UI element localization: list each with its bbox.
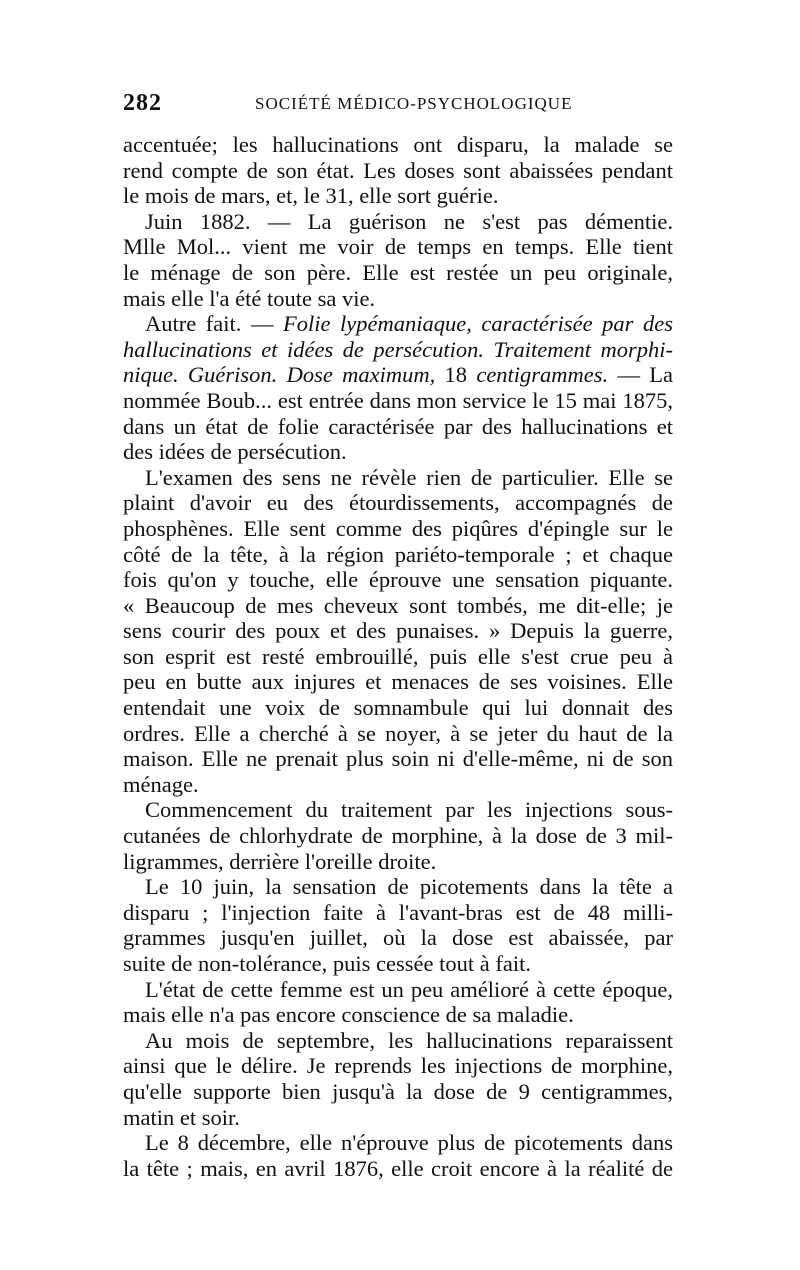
text-line xyxy=(123,516,673,542)
text-line xyxy=(123,234,673,260)
text-run: côté de la tête, à la région pariéto-temporale ; et chaque xyxy=(123,541,673,567)
text-run: des idées de persécution. xyxy=(123,439,347,465)
text-run: le mois de mars, et, le 31, elle sort guérie. xyxy=(123,183,499,209)
body-text xyxy=(123,132,673,1181)
text-line xyxy=(123,1156,673,1182)
text-run: plaint d'avoir eu des étourdissements, accompagnés de xyxy=(123,490,673,516)
text-run: ordres. Elle a cherché à se noyer, à se jeter du haut de la xyxy=(123,720,673,746)
text-line xyxy=(123,951,673,977)
text-line xyxy=(123,669,673,695)
text-run: peu en butte aux injures et menaces de ses voisines. Elle xyxy=(123,669,673,695)
text-line xyxy=(123,1079,673,1105)
text-run: ligrammes, derrière l'oreille droite. xyxy=(123,848,437,874)
text-line xyxy=(123,695,673,721)
italic-text: hallucinations et idées de persécution. Traitement morphi- xyxy=(123,336,673,362)
text-run: le ménage de son père. Elle est restée un peu originale, xyxy=(123,259,673,285)
text-run: cutanées de chlorhydrate de morphine, à la dose de 3 mil- xyxy=(123,823,673,849)
text-run: matin et soir. xyxy=(123,1104,240,1130)
page-header xyxy=(123,90,671,120)
text-run: Juin 1882. — La guérison ne s'est pas démentie. xyxy=(145,208,673,234)
text-line xyxy=(123,209,673,235)
text-run: L'examen des sens ne révèle rien de particulier. Elle se xyxy=(145,464,673,490)
text-run: mais elle l'a été toute sa vie. xyxy=(123,285,376,311)
italic-text: nique. Guérison. Dose maximum, xyxy=(123,362,436,388)
text-run: fois qu'on y touche, elle éprouve une sensation piquante. xyxy=(123,567,673,593)
text-line xyxy=(123,158,673,184)
text-line xyxy=(123,260,673,286)
text-run: ménage. xyxy=(123,771,199,797)
text-line xyxy=(123,414,673,440)
text-line xyxy=(123,362,673,388)
text-line xyxy=(123,388,673,414)
text-line xyxy=(123,977,673,1003)
text-run: Le 10 juin, la sensation de picotements dans la tête a xyxy=(145,874,673,900)
text-line xyxy=(123,746,673,772)
text-line xyxy=(123,311,673,337)
text-run: L'état de cette femme est un peu amélioré à cette époque, xyxy=(145,976,673,1002)
text-run: accentuée; les hallucinations ont disparu, la malade se xyxy=(123,132,673,157)
text-run: ainsi que le délire. Je reprends les injections de morphine, xyxy=(123,1053,673,1079)
text-line xyxy=(123,1130,673,1156)
text-line xyxy=(123,849,673,875)
text-line xyxy=(123,1053,673,1079)
text-line xyxy=(123,1105,673,1131)
text-run: rend compte de son état. Les doses sont abaissées pendant xyxy=(123,157,673,183)
text-line xyxy=(123,1028,673,1054)
text-run: nommée Boub... est entrée dans mon service le 15 mai 1875, xyxy=(123,387,673,413)
text-line xyxy=(123,797,673,823)
text-run: mais elle n'a pas encore conscience de sa maladie. xyxy=(123,1002,574,1028)
italic-text: Folie lypémaniaque, caractérisée par des xyxy=(283,311,673,337)
text-line xyxy=(123,567,673,593)
text-line xyxy=(123,772,673,798)
text-line xyxy=(123,1002,673,1028)
text-line xyxy=(123,593,673,619)
text-run: suite de non-tolérance, puis cessée tout à fait. xyxy=(123,951,531,976)
text-line xyxy=(123,823,673,849)
text-run: « Beaucoup de mes cheveux sont tombés, me dit-elle; je xyxy=(123,592,673,618)
text-run: maison. Elle ne prenait plus soin ni d'elle-même, ni de son xyxy=(123,746,673,772)
text-run: la tête ; mais, en avril 1876, elle croit encore à la réalité de xyxy=(123,1155,673,1181)
text-run: phosphènes. Elle sent comme des piqûres d'épingle sur le xyxy=(123,515,673,541)
text-run: Le 8 décembre, elle n'éprouve plus de picotements dans xyxy=(145,1130,673,1156)
text-run: son esprit est resté embrouillé, puis elle s'est crue peu à xyxy=(123,643,673,669)
text-run: Mlle Mol... vient me voir de temps en temps. Elle tient xyxy=(123,234,673,260)
text-line xyxy=(123,925,673,951)
page-number: 282 xyxy=(123,90,162,116)
text-run: Commencement du traitement par les injections sous- xyxy=(145,797,673,823)
text-run: qu'elle supporte bien jusqu'à la dose de 9 centigrammes, xyxy=(123,1078,673,1104)
text-run: Autre fait. — xyxy=(145,311,283,337)
text-line xyxy=(123,132,673,158)
italic-text: centigrammes. xyxy=(476,362,609,388)
text-run: entendait une voix de somnambule qui lui donnait des xyxy=(123,695,673,721)
running-title: SOCIÉTÉ MÉDICO-PSYCHOLOGIQUE xyxy=(255,94,573,113)
text-line xyxy=(123,874,673,900)
text-line xyxy=(123,721,673,747)
text-line xyxy=(123,490,673,516)
text-line xyxy=(123,439,673,465)
text-line xyxy=(123,900,673,926)
text-line xyxy=(123,337,673,363)
text-run: dans un état de folie caractérisée par des hallucinations et xyxy=(123,413,673,439)
text-run: sens courir des poux et des punaises. » Depuis la guerre, xyxy=(123,618,673,644)
text-run: — La xyxy=(608,362,674,388)
text-line xyxy=(123,618,673,644)
text-line xyxy=(123,183,673,209)
text-run: Au mois de septembre, les hallucinations reparaissent xyxy=(145,1027,673,1053)
text-run: grammes jusqu'en juillet, où la dose est abaissée, par xyxy=(123,925,673,951)
text-line xyxy=(123,465,673,491)
text-run: 18 xyxy=(435,362,477,388)
text-run: disparu ; l'injection faite à l'avant-bras est de 48 milli- xyxy=(123,899,673,925)
text-line xyxy=(123,286,673,312)
text-line xyxy=(123,644,673,670)
text-line xyxy=(123,542,673,568)
